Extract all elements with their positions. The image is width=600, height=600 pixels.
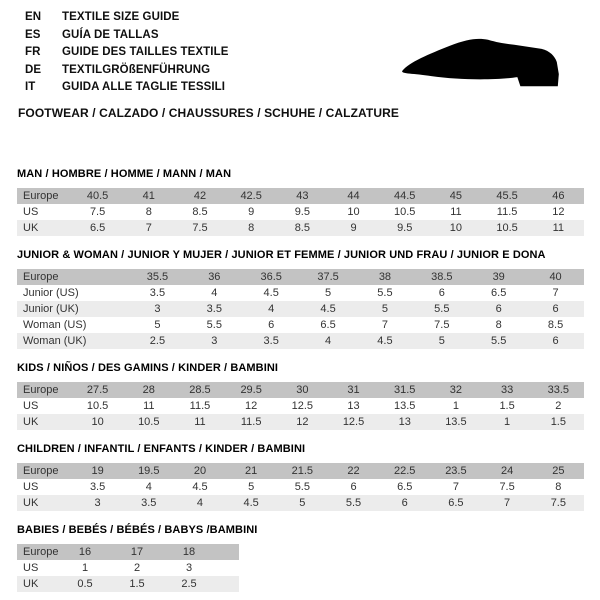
row-label: Europe [23, 271, 59, 283]
size-cell: 5.5 [294, 481, 310, 493]
size-cell: 19.5 [138, 465, 160, 477]
size-cell: 8.5 [547, 319, 564, 331]
size-cell: 5.5 [434, 303, 450, 315]
language-code: FR [25, 46, 41, 58]
size-cell: 3.5 [206, 303, 222, 315]
size-cell: 4 [145, 481, 152, 493]
table-header-row [17, 188, 584, 204]
row-label: US [23, 400, 39, 412]
size-cell: 43 [296, 190, 309, 202]
size-cell: 21 [245, 465, 258, 477]
size-cell: 3 [94, 497, 101, 509]
size-cell: 7.5 [192, 222, 208, 234]
size-cell: 1.5 [499, 400, 515, 412]
size-cell: 3.5 [263, 335, 279, 347]
size-cell: 45 [449, 190, 463, 202]
size-cell: 24 [500, 465, 514, 477]
size-cell: 20 [193, 465, 207, 477]
size-cell: 6 [552, 303, 559, 315]
table-row [17, 576, 239, 592]
row-label: Junior (US) [23, 287, 79, 299]
size-cell: 6 [438, 287, 445, 299]
size-cell: 4.5 [320, 303, 336, 315]
language-label: GUIDA ALLE TAGLIE TESSILI [62, 81, 226, 93]
size-cell: 7 [145, 222, 152, 234]
size-cell: 28.5 [189, 384, 211, 396]
size-cell: 7.5 [434, 319, 450, 331]
language-label: GUÍA DE TALLAS [62, 28, 159, 41]
size-cell: 13.5 [445, 416, 467, 428]
size-cell: 9.5 [397, 222, 413, 234]
size-cell: 11.5 [240, 416, 262, 428]
row-label: UK [23, 222, 39, 234]
size-cell: 42 [193, 190, 207, 202]
row-label: UK [23, 416, 39, 428]
size-cell: 36.5 [260, 271, 282, 283]
size-cell: 8.5 [192, 206, 208, 218]
size-cell: 41 [142, 190, 155, 202]
size-cell: 39 [492, 271, 505, 283]
language-code: DE [25, 63, 42, 76]
size-cell: 21.5 [291, 465, 314, 477]
table-row [17, 285, 584, 301]
size-cell: 8 [555, 481, 562, 493]
section-children [17, 443, 584, 511]
size-cell: 30 [296, 384, 309, 396]
size-cell: 36 [208, 271, 221, 283]
size-cell: 46 [552, 190, 565, 202]
size-cell: 7 [552, 287, 559, 299]
language-code: IT [25, 81, 36, 93]
size-cell: 6 [552, 335, 559, 347]
size-cell: 31 [347, 384, 360, 396]
size-cell: 2.5 [181, 578, 197, 590]
size-cell: 23.5 [445, 465, 467, 477]
table-title-junior-woman: JUNIOR & WOMAN / JUNIOR Y MUJER / JUNIOR ET FEMME / JUNIOR UND FRAU / JUNIOR E DONA [17, 249, 546, 261]
size-cell: 32 [449, 384, 463, 396]
table-row [17, 398, 584, 414]
size-table-children [17, 463, 584, 511]
size-cell: 8.5 [294, 222, 310, 234]
size-cell: 5 [438, 335, 445, 347]
size-cell: 9.5 [294, 206, 310, 218]
size-cell: 6 [268, 319, 275, 331]
row-label: Europe [23, 190, 59, 202]
spacer-cell [215, 544, 239, 560]
size-cell: 33.5 [547, 384, 570, 396]
size-cell: 38 [378, 271, 392, 283]
size-cell: 35.5 [146, 271, 169, 283]
size-cell: 5 [248, 481, 255, 493]
size-cell: 4.5 [377, 335, 393, 347]
row-label: Woman (UK) [23, 335, 87, 347]
size-cell: 10 [347, 206, 360, 218]
size-cell: 12.5 [342, 416, 365, 428]
size-cell: 5.5 [491, 335, 507, 347]
size-cell: 10 [449, 222, 463, 234]
size-cell: 37.5 [317, 271, 339, 283]
size-cell: 10.5 [496, 222, 518, 234]
size-cell: 13 [347, 400, 360, 412]
size-cell: 19 [91, 465, 104, 477]
section-babies [17, 524, 584, 592]
language-list [25, 11, 229, 94]
section-kids [17, 362, 584, 430]
table-row [17, 414, 584, 430]
table-header-row [17, 544, 239, 560]
size-cell: 5.5 [206, 319, 222, 331]
size-cell: 4 [196, 497, 204, 509]
size-cell: 12 [552, 206, 565, 218]
size-cell: 4.5 [243, 497, 259, 509]
table-row [17, 479, 584, 495]
size-cell: 5 [154, 319, 161, 331]
size-cell: 1 [452, 400, 459, 412]
row-label: Junior (UK) [23, 303, 79, 315]
size-cell: 33 [500, 384, 514, 396]
size-cell: 4.5 [192, 481, 208, 493]
table-row [17, 301, 584, 317]
size-cell: 6 [495, 303, 502, 315]
table-row [17, 317, 584, 333]
size-cell: 2 [555, 400, 562, 412]
size-cell: 6.5 [397, 481, 413, 493]
size-cell: 1.5 [550, 416, 566, 428]
size-cell: 12 [296, 416, 309, 428]
section-man [17, 168, 584, 236]
size-cell: 11 [552, 222, 565, 234]
size-cell: 6.5 [89, 222, 106, 234]
size-cell: 10.5 [138, 416, 160, 428]
size-cell: 13.5 [394, 400, 416, 412]
size-tables [17, 168, 584, 592]
size-cell: 0.5 [77, 578, 93, 590]
size-cell: 6.5 [491, 287, 507, 299]
size-cell: 3.5 [149, 287, 166, 299]
category-line: FOOTWEAR / CALZADO / CHAUSSURES / SCHUHE / CALZATURE [18, 106, 399, 120]
row-label: US [23, 481, 39, 493]
row-label: US [23, 206, 39, 218]
row-label: Woman (US) [23, 319, 87, 331]
row-label: Europe [23, 546, 59, 558]
size-cell: 11.5 [189, 400, 211, 412]
table-title-kids: KIDS / NIÑOS / DES GAMINS / KINDER / BAMBINI [17, 362, 279, 374]
size-cell: 10 [91, 416, 104, 428]
size-cell: 11 [450, 206, 462, 218]
size-cell: 3.5 [141, 497, 157, 509]
size-cell: 42.5 [240, 190, 262, 202]
size-cell: 7 [504, 497, 511, 509]
language-label: TEXTILE SIZE GUIDE [62, 11, 180, 23]
size-cell: 8 [248, 222, 255, 234]
size-cell: 3.5 [89, 481, 106, 493]
size-cell: 40.5 [86, 190, 109, 202]
size-cell: 2 [133, 562, 141, 574]
size-cell: 12 [245, 400, 258, 412]
size-cell: 22.5 [394, 465, 416, 477]
size-cell: 25 [552, 465, 565, 477]
size-table-babies [17, 544, 239, 592]
size-cell: 11 [143, 400, 155, 412]
size-cell: 3 [185, 562, 193, 574]
size-cell: 18 [182, 546, 196, 558]
table-title-babies: BABIES / BEBÉS / BÉBÉS / BABYS /BAMBINI [17, 524, 258, 536]
table-row [17, 220, 584, 236]
row-label: UK [23, 578, 39, 590]
section-junior-woman [17, 249, 584, 349]
table-header-row [17, 269, 584, 285]
size-cell: 11 [194, 416, 206, 428]
language-label: TEXTILGRÖßENFÜHRUNG [62, 63, 211, 76]
table-header-row [17, 463, 584, 479]
size-cell: 13 [398, 416, 411, 428]
size-cell: 29.5 [240, 384, 262, 396]
size-cell: 5.5 [377, 287, 393, 299]
size-cell: 3 [154, 303, 161, 315]
size-cell: 5 [325, 287, 332, 299]
size-cell: 45.5 [496, 190, 518, 202]
table-title-children: CHILDREN / INFANTIL / ENFANTS / KINDER / BAMBINI [17, 443, 306, 455]
size-cell: 1.5 [129, 578, 145, 590]
size-cell: 7.5 [499, 481, 515, 493]
size-cell: 7.5 [89, 206, 106, 218]
size-cell: 5 [381, 303, 388, 315]
size-cell: 40 [549, 271, 562, 283]
dress-shoe-icon [397, 29, 575, 95]
size-cell: 6 [401, 497, 408, 509]
size-cell: 5 [299, 497, 306, 509]
size-cell: 4.5 [263, 287, 279, 299]
size-cell: 17 [130, 546, 144, 558]
size-cell: 10.5 [86, 400, 109, 412]
language-code: ES [25, 28, 41, 41]
size-cell: 22 [347, 465, 360, 477]
size-cell: 12.5 [291, 400, 314, 412]
size-cell: 38.5 [431, 271, 453, 283]
size-cell: 8 [145, 206, 152, 218]
size-cell: 16 [78, 546, 92, 558]
size-cell: 44.5 [394, 190, 416, 202]
row-label: Europe [23, 384, 59, 396]
size-table-man [17, 188, 584, 236]
size-cell: 4 [268, 303, 275, 315]
size-cell: 2.5 [149, 335, 166, 347]
size-cell: 4 [325, 335, 332, 347]
size-cell: 28 [142, 384, 155, 396]
language-code: EN [25, 11, 42, 23]
spacer-cell [215, 576, 239, 592]
size-cell: 1 [81, 562, 89, 574]
size-cell: 1 [504, 416, 511, 428]
size-cell: 3 [211, 335, 218, 347]
row-label: UK [23, 497, 39, 509]
size-cell: 8 [495, 319, 502, 331]
size-cell: 44 [347, 190, 360, 202]
size-cell: 9 [248, 206, 255, 218]
size-cell: 27.5 [86, 384, 109, 396]
language-label: GUIDE DES TAILLES TEXTILE [62, 46, 229, 58]
size-cell: 4 [211, 287, 218, 299]
size-table-junior-woman [17, 269, 584, 349]
size-table-kids [17, 382, 584, 430]
size-cell: 10.5 [394, 206, 416, 218]
size-cell: 7.5 [550, 497, 566, 509]
size-cell: 6.5 [320, 319, 336, 331]
size-cell: 9 [350, 222, 357, 234]
size-cell: 6 [350, 481, 357, 493]
table-row [17, 560, 239, 576]
table-row [17, 333, 584, 349]
size-cell: 31.5 [394, 384, 416, 396]
table-header-row [17, 382, 584, 398]
size-cell: 7 [381, 319, 388, 331]
size-cell: 7 [452, 481, 459, 493]
table-row [17, 204, 584, 220]
size-cell: 6.5 [448, 497, 464, 509]
row-label: US [23, 562, 39, 574]
table-title-man: MAN / HOMBRE / HOMME / MANN / MAN [17, 168, 232, 180]
row-label: Europe [23, 465, 59, 477]
spacer-cell [215, 560, 239, 576]
table-row [17, 495, 584, 511]
size-cell: 11.5 [496, 206, 518, 218]
size-cell: 5.5 [345, 497, 362, 509]
